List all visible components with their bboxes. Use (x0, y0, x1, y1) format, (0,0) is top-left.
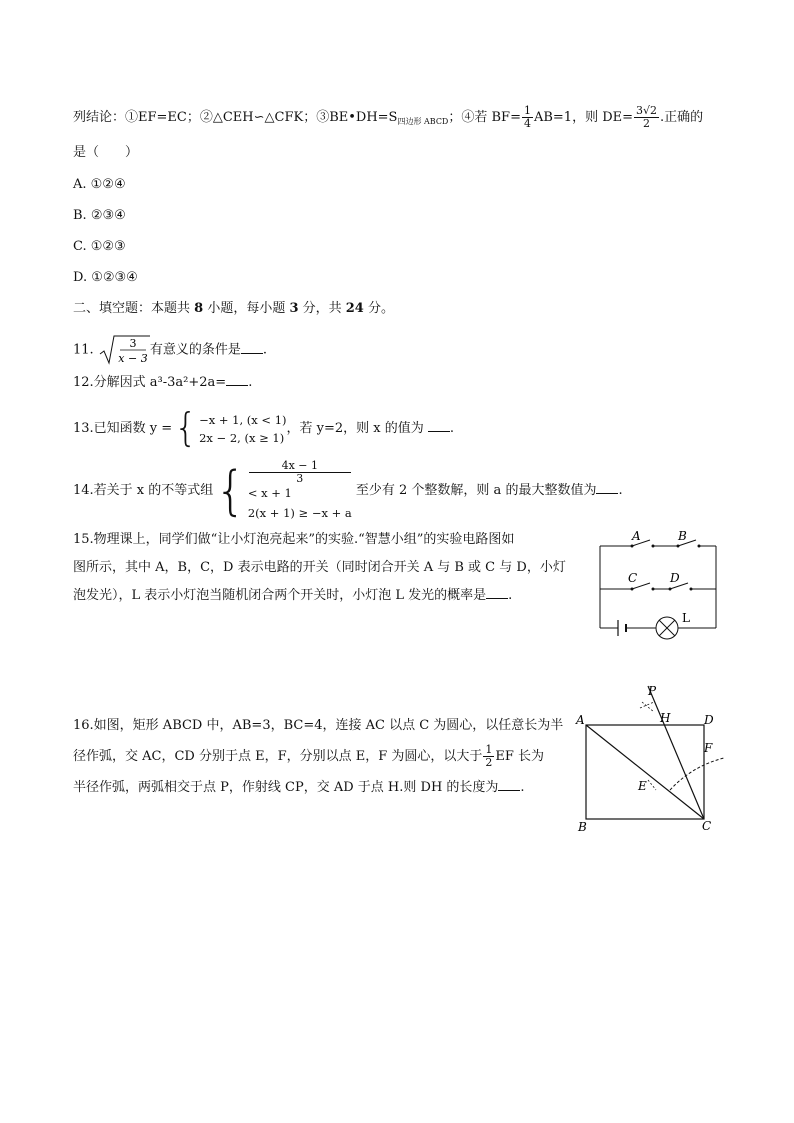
q15-circuit-diagram (596, 528, 722, 642)
q11-text: 有意义的条件是 (149, 342, 241, 358)
q15-line1: 15.物理课上，同学们做“让小灯泡亮起来”的实验.“智慧小组”的实验电路图如 (73, 532, 515, 547)
q16-answer-blank[interactable] (498, 778, 520, 791)
q10-frac1 (522, 105, 533, 130)
q10-option-a[interactable]: A. ①②④ (73, 177, 126, 192)
q15-line3: 泡发光），L 表示小灯泡当随机闭合两个开关时，小灯泡 L 发光的概率是 (73, 588, 487, 603)
q15-label-b: B (678, 529, 687, 543)
q10-c2: ；④若 BF= (448, 110, 521, 125)
q16-label-p: P (648, 684, 657, 698)
q15-line3-wrap: 泡发光），L 表示小灯泡当随机闭合两个开关时，小灯泡 L 发光的概率是 . (73, 588, 513, 603)
q10-conclusions-line (73, 105, 703, 132)
section2-mid1: 小题，每小题 (203, 301, 290, 316)
section2-n2: 3 (289, 301, 299, 316)
q16-label-b: B (578, 820, 587, 832)
q13-post: ，若 y=2，则 x 的值为 (286, 421, 424, 436)
q11-num: 11. (73, 342, 94, 358)
q12-text: 12.分解因式 a³-3a²+2a= (73, 375, 227, 390)
q15-label-c: C (628, 571, 638, 585)
q16-text (73, 710, 583, 803)
q15-label-a: A (632, 529, 641, 543)
q14-brace-icon: { (215, 459, 246, 522)
q16-label-d: D (704, 713, 714, 727)
q15-label-l: L (682, 611, 690, 625)
q13-case2: 2x − 2, (x ≥ 1) (199, 430, 285, 445)
q14-case1-den: 3 (296, 472, 304, 485)
q16-frac-num: 1 (485, 743, 493, 756)
q11: 11. 3 x − 3 有意义的条件是 . (73, 334, 267, 366)
q16-line3-wrap: 半径作弧，两弧相交于点 P，作射线 CP，交 AD 于点 H.则 DH 的长度为 . (73, 780, 525, 795)
q12: 12.分解因式 a³-3a²+2a= . (73, 375, 253, 390)
q16-line3: 半径作弧，两弧相交于点 P，作射线 CP，交 AD 于点 H.则 DH 的长度为 (73, 780, 499, 795)
q14-case2: 2(x + 1) ≥ −x + a (247, 506, 352, 520)
q14-answer-blank[interactable] (596, 481, 618, 494)
section2-header (73, 299, 394, 319)
q10-frac1-den: 4 (523, 117, 531, 130)
q16-line1: 16.如图，矩形 ABCD 中，AB=3，BC=4，连接 AC 以点 C 为圆心，以任意长为半 (73, 718, 564, 733)
q10-frac2-num: 3√2 (636, 104, 658, 117)
q10-c1-sub: 四边形 ABCD (397, 117, 449, 126)
q16-line2-pre: 径作弧，交 AC，CD 分别于点 E，F，分别以点 E，F 为圆心，以大于 (73, 749, 483, 764)
q10-option-c[interactable]: C. ①②③ (73, 239, 126, 254)
sqrt-sign-icon (98, 334, 150, 366)
q14-case1-frac (249, 460, 351, 485)
section2-pre: 二、填空题：本题共 (73, 301, 195, 316)
q14-post: 至少有 2 个整数解，则 a 的最大整数值为 (355, 483, 597, 498)
q13-pre: 13.已知函数 y = (73, 421, 173, 436)
q12-answer-blank[interactable] (226, 373, 248, 386)
section2-post: 分。 (363, 301, 394, 316)
q10-c3: AB=1，则 DE= (533, 110, 634, 125)
q16-label-f: F (704, 741, 713, 755)
q11-sqrt (98, 334, 150, 366)
q16-frac (483, 744, 494, 769)
q16-label-a: A (576, 713, 585, 727)
q16-line2 (73, 741, 583, 772)
q13-case1: −x + 1, (x < 1) (199, 412, 287, 427)
q14-case1-rest: < x + 1 (247, 486, 292, 500)
q10-frac2 (634, 105, 659, 130)
q16-frac-den: 2 (485, 756, 493, 769)
q13-brace-icon: { (174, 405, 198, 451)
q14: 14.若关于 x 的不等式组{ 4x − 1 3 < x + 1 2(x + 1) ≥ −x + a 至少有 2 个整数解，则 a 的最大整数值为 . (73, 459, 623, 522)
q16-label-h: H (660, 711, 671, 725)
q14-case1-num: 4x − 1 (249, 460, 351, 473)
q16-rectangle-diagram (574, 682, 730, 832)
q13-cases (199, 411, 286, 447)
q10-frac1-num: 1 (523, 104, 531, 117)
q10-c4: .正确的 (660, 110, 704, 125)
q15-line2: 图所示，其中 A，B，C，D 表示电路的开关（同时闭合开关 A 与 B 或 C 与 D，小灯 (73, 560, 566, 575)
q15-text (73, 526, 583, 610)
section2-n3: 24 (345, 301, 364, 316)
q14-cases (248, 460, 352, 521)
q10-lead: 列结论： (73, 110, 126, 125)
q10-c1: ①EF=EC；②△CEH∽△CFK；③BE•DH=S (125, 110, 398, 125)
q13: 13.已知函数 y ={ −x + 1, (x < 1) 2x − 2, (x ≥ 1) ，若 y=2，则 x 的值为 . (73, 405, 455, 451)
q16-label-c: C (702, 819, 712, 832)
q10-option-d[interactable]: D. ①②③④ (73, 270, 138, 285)
q10-frac2-den: 2 (643, 117, 651, 130)
q16-line2-post: EF 长为 (495, 749, 545, 764)
q14-pre: 14.若关于 x 的不等式组 (73, 483, 214, 498)
q10-option-b[interactable]: B. ②③④ (73, 208, 126, 223)
q13-answer-blank[interactable] (428, 419, 450, 432)
q11-frac-num: 3 (129, 337, 137, 350)
q15-answer-blank[interactable] (486, 586, 508, 599)
section2-n1: 8 (194, 301, 204, 316)
q14-case1 (248, 460, 352, 501)
q16-label-e: E (638, 779, 647, 793)
q11-answer-blank[interactable] (241, 341, 263, 354)
section2-mid2: 分，共 (298, 301, 346, 316)
q11-frac-den: x − 3 (118, 352, 148, 365)
q10-line2: 是（ ） (73, 145, 139, 160)
q15-label-d: D (670, 571, 680, 585)
